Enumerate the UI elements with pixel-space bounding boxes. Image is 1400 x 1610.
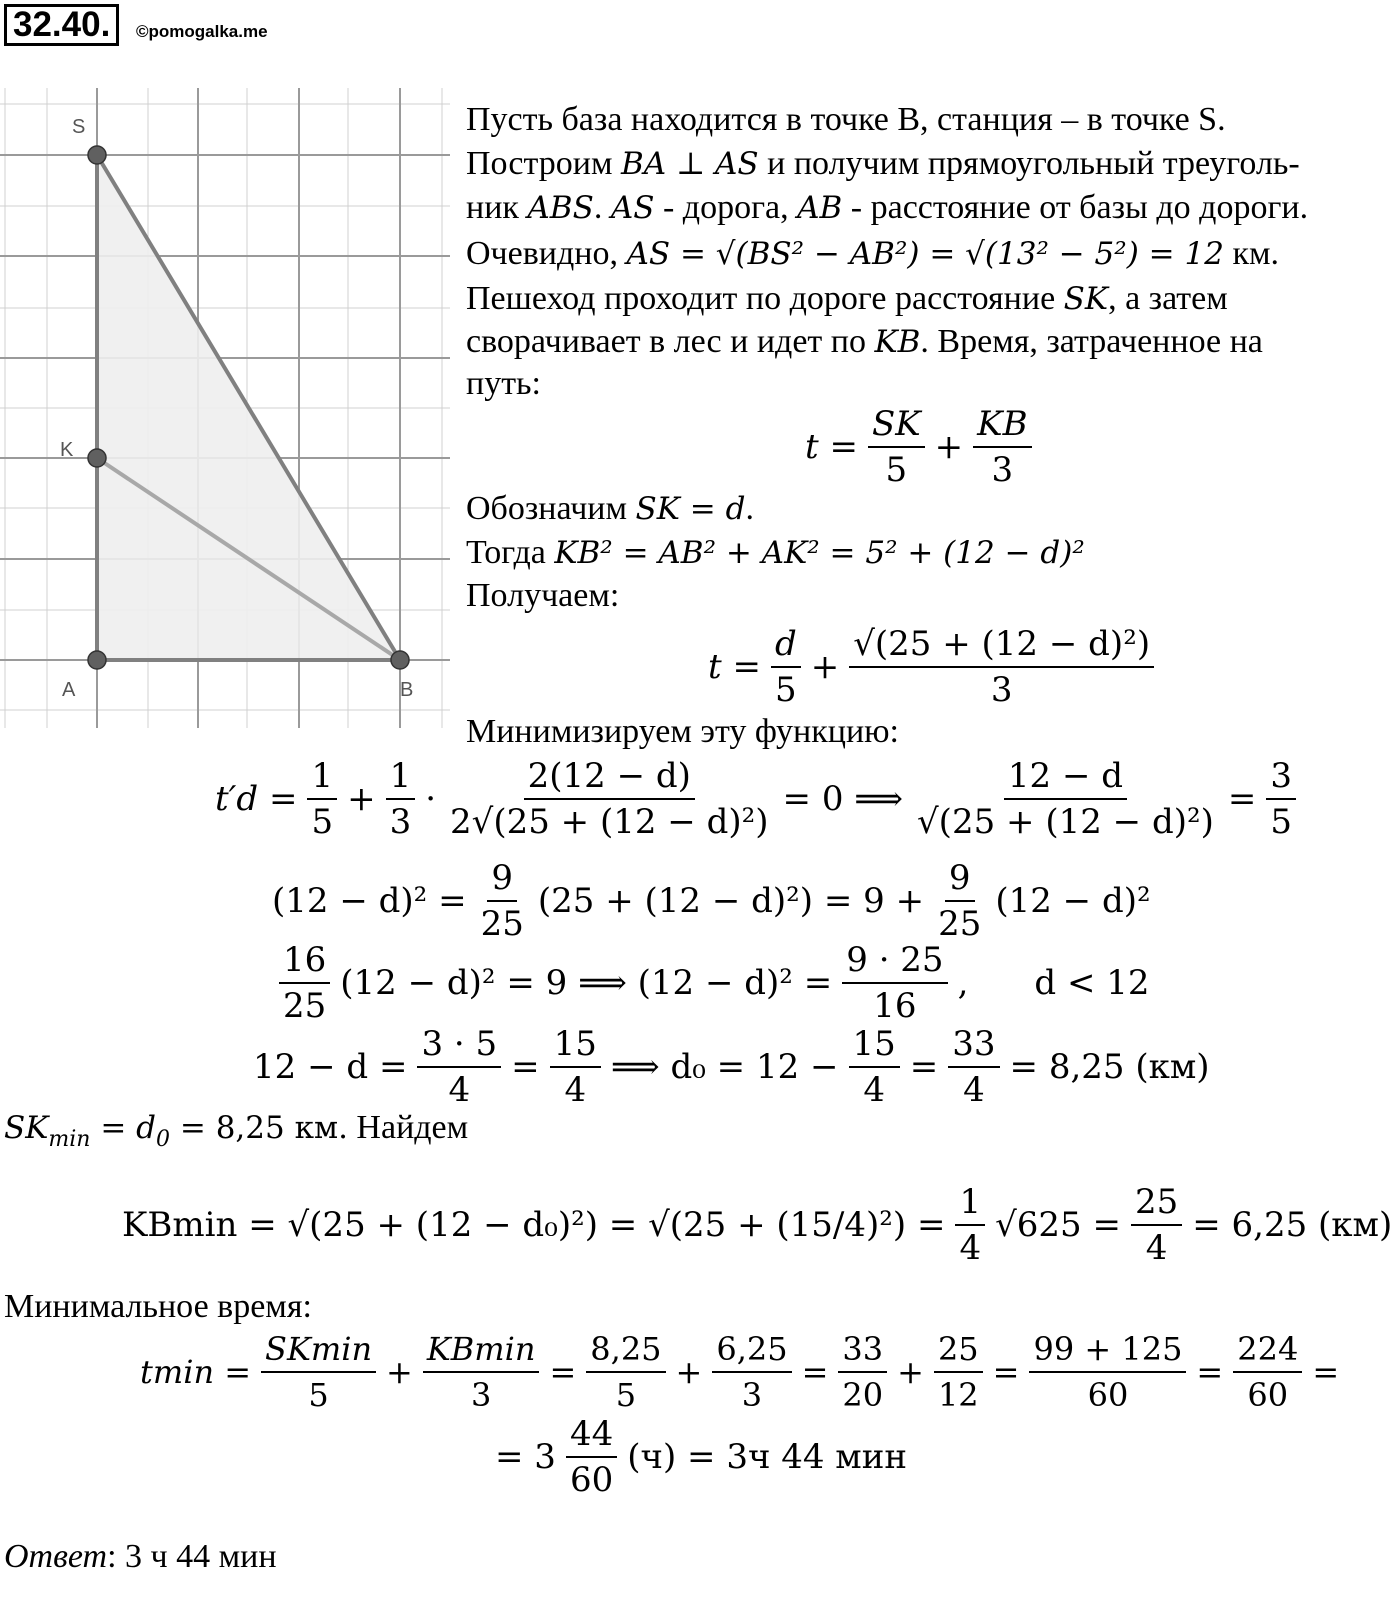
text-line-4: Очевидно, AS = √(BS² − AB²) = √(13² − 5²) = 12 км. [466, 235, 1279, 272]
equation-time-d: t = $\frac{d}{5}$ + $\frac{\text{√(25 + (12 − d)²)}}{3}$ [708, 622, 1158, 712]
text-line-7: путь: [466, 365, 542, 402]
triangle-figure [0, 88, 450, 728]
equation-square: (12 − d)² = $\frac{9}{25}$ (25 + (12 − d)²) = 9 + $\frac{9}{25}$ (12 − d)² [272, 858, 1151, 944]
equation-time: t = $\frac{SK}{5}$ + $\frac{KB}{3}$ [805, 402, 1036, 492]
text-line-12: $SK_{min} = d_0 = 8,25$ км. Найдем [4, 1109, 469, 1152]
label-s: S [72, 116, 86, 138]
equation-tmin: tmin = $\frac{SKmin}{5}$ + $\frac{KBmin}{3}$ = $\frac{8,25}{5}$ + $\frac{6,25}{3}$ = $\frac{33}{20}$ + $\frac{25}{12}$ = $\frac{99 + 125}{60}$ = $\frac{224}{60}$ = [140, 1327, 1339, 1417]
point-s [88, 146, 106, 164]
label-a: A [62, 679, 76, 701]
text-line-10: Получаем: [466, 577, 620, 614]
text-line-11: Минимизируем эту функцию: [466, 713, 900, 750]
text-line-1: Пусть база находится в точке B, станция – в точке S. [466, 101, 1226, 138]
point-k [88, 449, 106, 467]
text-line-8: Обозначим SK = d. [466, 490, 754, 527]
watermark: ©pomogalka.me [136, 22, 268, 41]
equation-derivative: t′d = $\frac{1}{5}$ + $\frac{1}{3}$ · $\frac{2(12 - d)}{\text{2√(25 + (12 − d)²)}}$ = 0 ⟹ $\frac{12 - d}{\text{√(25 + (12 − d)²)}}$ = $\frac{3}{5}$ [215, 754, 1300, 844]
text-line-13: Минимальное время: [4, 1288, 312, 1325]
label-b: B [400, 679, 414, 701]
problem-number: 32.40. [4, 4, 119, 46]
point-b [391, 651, 409, 669]
text-line-9: Тогда KB² = AB² + AK² = 5² + (12 − d)² [466, 534, 1085, 571]
point-a [88, 651, 106, 669]
text-line-2: Построим BA ⊥ AS и получим прямоугольный треуголь- [466, 145, 1300, 182]
equation-kbmin: KBmin = √(25 + (12 − d₀)²) = √(25 + (15/4)²) = $\frac{1}{4}$ √625 = $\frac{25}{4}$ = 6,25 (км) [122, 1182, 1393, 1268]
equation-final: = 3 $\frac{44}{60}$ (ч) = 3ч 44 мин [495, 1414, 908, 1500]
label-k: K [60, 439, 74, 461]
equation-solve: $\frac{16}{25}$ (12 − d)² = 9 ⟹ (12 − d)² = $\frac{9 \cdot 25}{16}$ , d < 12 [275, 938, 1150, 1028]
text-line-5: Пешеход проходит по дороге расстояние SK, а затем [466, 280, 1228, 317]
text-line-3: ник ABS. AS - дорога, AB - расстояние от базы до дороги. [466, 189, 1309, 226]
text-line-6: сворачивает в лес и идет по KB. Время, затраченное на [466, 323, 1263, 360]
equation-d0: 12 − d = $\frac{3 \cdot 5}{4}$ = $\frac{15}{4}$ ⟹ d₀ = 12 − $\frac{15}{4}$ = $\frac{33}{4}$ = 8,25 (км) [253, 1024, 1210, 1110]
answer: Ответ: 3 ч 44 мин [4, 1538, 277, 1575]
